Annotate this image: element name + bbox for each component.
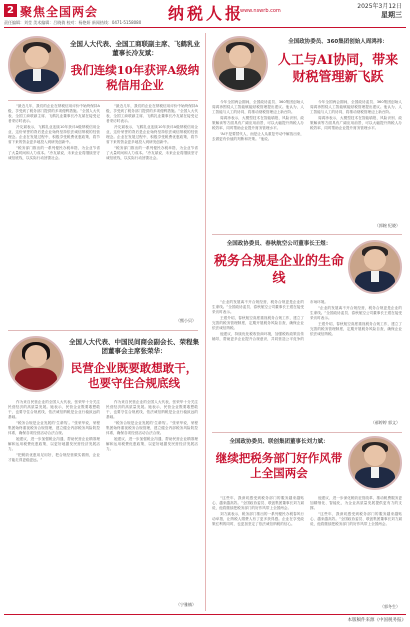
paragraph: “把税收优惠用足用好，把合规经营做实做细，企业才能走得更稳更远。” [8,453,100,462]
paragraph: “最近几年，我们的企业在纳税信用评价中始终保持A级，享受到了税务部门提供的多项便利措施。”全国人大代表、全国工商联副主席、飞鹤乳业董事长冷友斌在接受记者采访时表示。 [106,104,198,123]
article-kicker: 全国政协委员、360集团创始人周鸿祎： [288,39,388,45]
separator [212,432,402,433]
paragraph: 王煜介绍，春秋航空高度重视税务合规工作，建立了完善的税务管理制度，定期开展税务风险自查，确保企业依法诚信纳税。 [310,322,402,336]
article-headline: 我们连续10年获评A级纳税信用企业 [70,63,200,92]
portrait-photo [8,36,66,94]
issue-date-block [357,3,402,19]
article-lengyoubin [4,34,202,326]
paragraph: 周鸿祎表示，大模型技术在智能填报、风险识别、政策解读等方面具有广阔应用前景，可以大幅提升纳税人办税效率，同时帮助企业提升财务管理水平。 [212,116,304,130]
article-body [212,496,402,602]
paragraph: 他建议，持续优化税收营商环境，加强税收政策宣传辅导，帮助更多企业提升合规意识，共同营造公平竞争的市场环境。 [212,300,328,341]
article-body [212,100,402,222]
paragraph: “这些年，我深切感受到税务部门的服务越来越贴心、越来越高效。”全国政协委员、联创集团董事长刘力斌说，他将继续把税务部门的好作风带上全国两会。 [310,512,402,526]
paragraph: “税务部门推出的一系列便民办税举措，为企业节省了大量时间和人力成本。”冷友斌说，未来企业将继续坚守诚信底线，以实际行动回馈社会。 [106,146,198,160]
paragraph: “企业的发展离不开合规经营，税务合规更是企业的生命线。”全国政协委员、春秋航空公司董事长王煜在接受采访时表示。 [310,306,402,320]
paragraph: “税务合规是企业发展的‘生命线’。”张荣华说，荣程集团始终重视税务合规管理，建立健全内部税务风险防控体系，确保各项经营活动合法合规。 [106,421,198,435]
article-body [8,400,198,600]
separator [8,330,198,331]
separator [212,234,402,235]
byline: （郭冬生） [380,604,400,609]
article-wangyu [208,234,406,428]
paragraph: “最近几年，我们的企业在纳税信用评价中始终保持A级，享受到了税务部门提供的多项便利措施。”全国人大代表、全国工商联副主席、飞鹤乳业董事长冷友斌在接受记者采访时表示。 [8,104,100,123]
portrait-photo [348,240,402,294]
article-kicker: 全国政协委员、联创集团董事长刘力斌： [229,439,329,445]
byline: （熊小贝） [176,318,196,323]
paragraph: 冷友斌表示，飞鹤乳业连续10年获评A级纳税信用企业，这份荣誉的背后是企业始终坚持依法诚信纳税的经营理念。企业在发展过程中，积极享受税费优惠政策，将节省下来的资金更多地投入到研发创新中。 [8,125,100,144]
portrait-photo [212,36,268,92]
section-title: 聚焦全国两会 [20,5,99,19]
paragraph: 今年全国两会期间，全国政协委员、360集团创始人周鸿祎围绕人工智能赋能财税管理提出建议。他认为，人工智能与人工的协同，将推动财税管理迈上新台阶。 [310,100,402,114]
paragraph: 刘力斌表示，税务部门推出的一系列便民办税春风行动举措，让纳税人缴费人有了更多获得感。企业在享受政策红利的同时，也更加坚定了依法诚信纳税的信心。 [212,512,304,526]
article-body [8,104,198,316]
paragraph: 作为来自民营企业的全国人大代表，张荣华十分关注民营经济的高质量发展。她表示，民营企业既要敢想敢干，也要守住合规底线，依法诚信纳税是企业行稳致远的基础。 [8,400,100,419]
article-kicker: 全国政协委员、春秋航空公司董事长王煜： [226,241,332,247]
article-headline: 民营企业既要敢想敢干，也要守住合规底线 [70,361,198,390]
footer-rule [4,614,406,615]
page-footer [4,614,406,624]
article-headline: 人工与AI协同，带来财税管理新飞跃 [277,53,399,85]
issue-weekday: 星期三 [381,11,402,19]
article-headline: 税务合规是企业的生命线 [213,254,344,286]
paragraph: 作为来自民营企业的全国人大代表，张荣华十分关注民营经济的高质量发展。她表示，民营企业既要敢想敢干，也要守住合规底线，依法诚信纳税是企业行稳致远的基础。 [106,400,198,419]
paragraph: “税务合规是企业发展的‘生命线’。”张荣华说，荣程集团始终重视税务合规管理，建立健全内部税务风险防控体系，确保各项经营活动合法合规。 [8,421,100,435]
page-number: 2 [4,4,17,17]
paragraph: 他建议，进一步深化税收征管改革，推动税费服务更加精细化、智能化，为企业高质量发展提供更有力的支撑。 [310,496,402,510]
paragraph: 今年全国两会期间，全国政协委员、360集团创始人周鸿祎围绕人工智能赋能财税管理提出建议。他认为，人工智能与人工的协同，将推动财税管理迈上新台阶。 [212,100,304,114]
staff-line: 责任编辑：刘莹 美术编辑：吕晓倩 校对：杨艳妍 新闻热线：0471-5158080 [4,20,142,25]
paragraph: “企业的发展离不开合规经营，税务合规更是企业的生命线。”全国政协委员、春秋航空公司董事长王煜在接受采访时表示。 [212,300,304,314]
article-kicker: 全国人大代表、中国民间商会副会长、荣程集团董事会主席张荣华： [69,338,199,355]
header-rule [4,27,406,28]
article-liulibin [208,432,406,612]
paper-url: www.nswrb.com [240,8,281,14]
column-divider [205,33,206,611]
article-headline: 继续把税务部门好作风带上全国两会 [215,451,343,480]
byline: （宁雅楠） [176,602,196,607]
portrait-photo [348,436,402,490]
masthead [0,0,410,30]
paragraph: 她建议，进一步加强税企沟通，帮助民营企业精准理解和运用税费优惠政策，以更好地激发民营经济发展活力。 [8,437,100,451]
paragraph: 王煜介绍，春秋航空高度重视税务合规工作，建立了完善的税务管理制度，定期开展税务风险自查，确保企业依法诚信纳税。 [212,316,304,330]
paragraph: 她建议，进一步加强税企沟通，帮助民营企业精准理解和运用税费优惠政策，以更好地激发民营经济发展活力。 [106,437,198,451]
portrait-photo [8,336,64,392]
paragraph: “这些年，我深切感受到税务部门的服务越来越贴心、越来越高效。”全国政协委员、联创集团董事长刘力斌说，他将继续把税务部门的好作风带上全国两会。 [212,496,304,510]
paragraph: 冷友斌表示，飞鹤乳业连续10年获评A级纳税信用企业，这份荣誉的背后是企业始终坚持依法诚信纳税的经营理念。企业在发展过程中，积极享受税费优惠政策，将节省下来的资金更多地投入到研发创新中。 [106,125,198,144]
paragraph: “AI不是要替代人，而是让人从重复劳动中解放出来，去做更有价值的判断和决策。”他说。 [212,132,304,141]
article-zhouhongyi [208,34,406,230]
separator [8,100,198,101]
paragraph: 周鸿祎表示，大模型技术在智能填报、风险识别、政策解读等方面具有广阔应用前景，可以大幅提升纳税人办税效率，同时帮助企业提升财务管理水平。 [310,116,402,130]
article-kicker: 全国人大代表、全国工商联副主席、飞鹤乳业董事长冷友斌： [70,40,200,57]
article-body [212,300,402,418]
paper-name: 纳税人报 [168,4,245,23]
paragraph: “税务部门推出的一系列便民办税举措，为企业节省了大量时间和人力成本。”冷友斌说，未来企业将继续坚守诚信底线，以实际行动回馈社会。 [8,146,100,160]
byline: （郭婉 纪晓） [374,223,400,228]
byline: （郝婷婷 郭文） [370,420,400,425]
issue-date: 2025年3月12日 [357,3,402,10]
source-credit: 本版稿件来源《中国税务报》 [347,618,406,623]
article-zhangronghua [4,330,202,612]
